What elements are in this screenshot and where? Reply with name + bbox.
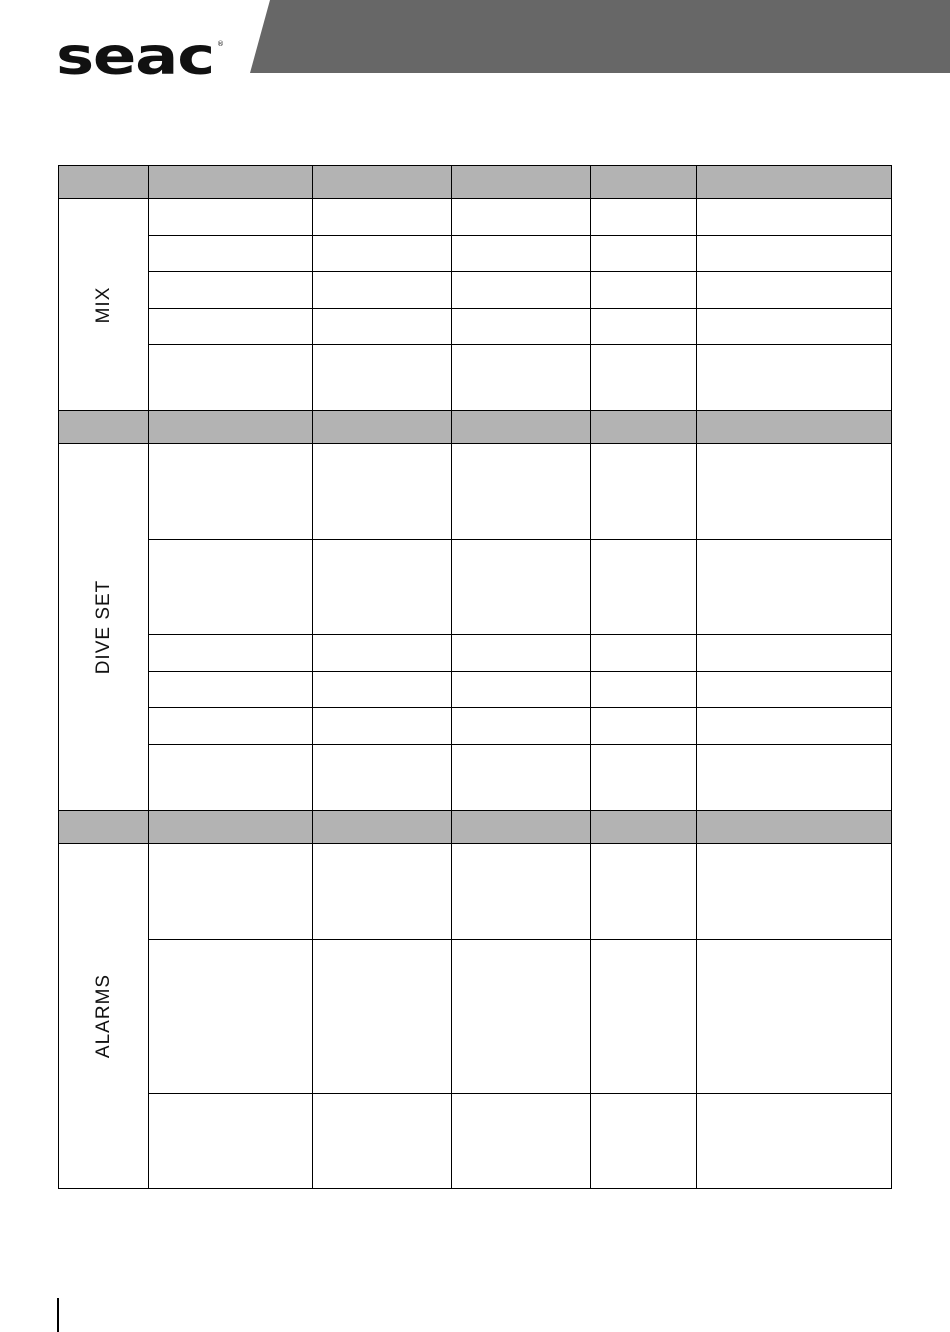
section-header-row	[59, 811, 892, 844]
table-row	[59, 236, 892, 272]
table-row	[59, 1094, 892, 1189]
table-row	[59, 272, 892, 309]
table-row	[59, 199, 892, 236]
table-row	[59, 745, 892, 811]
table-row	[59, 844, 892, 940]
group-cell-dive-set	[59, 444, 149, 811]
group-cell-alarms	[59, 844, 149, 1189]
page-margin-rule	[57, 1298, 59, 1332]
table-row	[59, 444, 892, 540]
group-label-alarms: ALARMS	[92, 973, 114, 1059]
settings-table	[58, 165, 892, 1189]
logo-text: seac	[56, 30, 214, 78]
header-band	[250, 0, 950, 73]
group-label-mix: MIX	[92, 286, 114, 323]
table-row	[59, 672, 892, 708]
table-row	[59, 708, 892, 745]
logo-registered-mark: ®	[217, 40, 224, 48]
group-cell-mix	[59, 199, 149, 411]
section-header-row	[59, 411, 892, 444]
section-header-row	[59, 166, 892, 199]
table-row	[59, 345, 892, 411]
table-row	[59, 940, 892, 1094]
group-label-dive-set: DIVE SET	[92, 579, 114, 675]
table-row	[59, 540, 892, 635]
seac-logo	[56, 30, 226, 78]
table-row	[59, 635, 892, 672]
table-row	[59, 309, 892, 345]
